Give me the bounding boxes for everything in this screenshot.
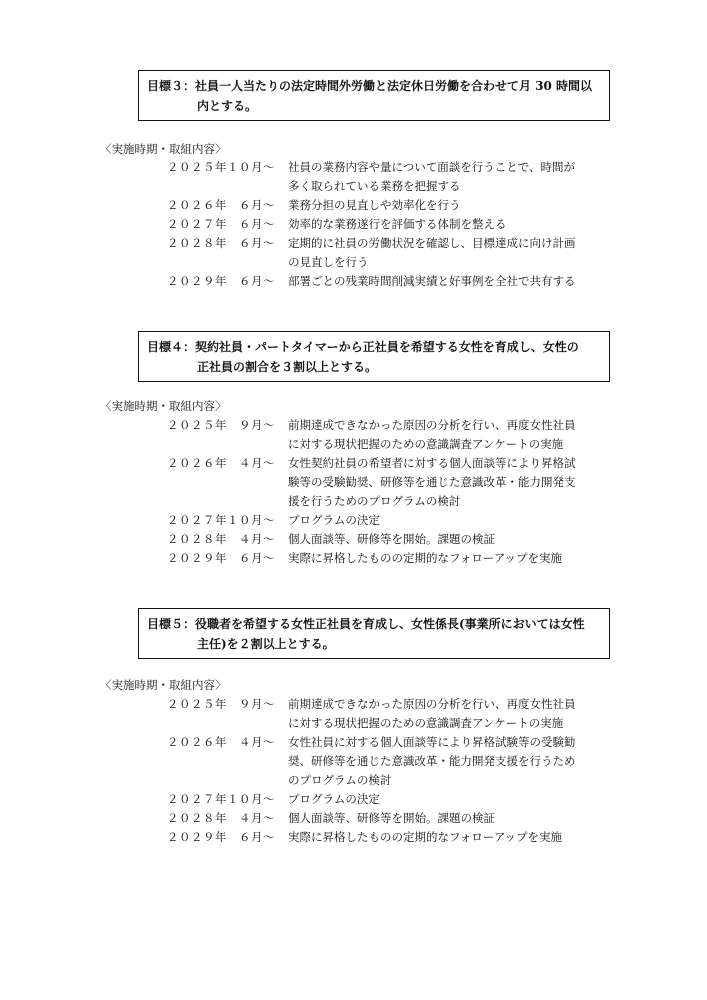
schedule-date: ２０２８年 ４月～ [167, 532, 275, 546]
goal-3-title-line2: 内とする。 [197, 99, 258, 113]
schedule-row [0, 828, 707, 847]
schedule-content: 定期的に社員の労働状況を確認し、目標達成に向け計画 [288, 236, 576, 250]
schedule-content: プログラムの決定 [288, 513, 380, 527]
schedule-row [0, 215, 707, 234]
goal-3-title-line1: 目標３：社員一人当たりの法定時間外労働と法定休日労働を合わせて月 30 時間以 [147, 79, 593, 93]
schedule-row [0, 454, 707, 473]
schedule-date: ２０２７年１０月～ [167, 792, 275, 806]
schedule-content: 業務分担の見直しや効率化を行う [288, 198, 461, 212]
schedule-row-continuation [0, 177, 707, 196]
schedule-content: 個人面談等、研修等を開始。課題の検証 [288, 532, 495, 546]
schedule-date: ２０２５年１０月～ [167, 160, 275, 174]
goal-3-section-label: 〈実施時期・取組内容〉 [100, 142, 227, 156]
schedule-row [0, 416, 707, 435]
schedule-content: の見直しを行う [288, 255, 369, 269]
goal-5-box [138, 608, 610, 659]
schedule-content: に対する現状把握のための意識調査アンケートの実施 [288, 716, 564, 730]
schedule-content: 女性契約社員の希望者に対する個人面談等により昇格試 [288, 456, 576, 470]
schedule-content: 奨、研修等を通じた意識改革・能力開発支援を行うため [288, 754, 576, 768]
schedule-content: 多く取られている業務を把握する [288, 179, 461, 193]
schedule-content: 援を行うためのプログラムの検討 [288, 494, 461, 508]
schedule-date: ２０２６年 ６月～ [167, 198, 275, 212]
schedule-row [0, 695, 707, 714]
schedule-date: ２０２８年 ４月～ [167, 811, 275, 825]
goal-5-title-line1: 目標５：役職者を希望する女性正社員を育成し、女性係長(事業所においては女性 [147, 617, 585, 631]
schedule-date: ２０２７年 ６月～ [167, 217, 275, 231]
goal-5-section-label: 〈実施時期・取組内容〉 [100, 678, 227, 692]
schedule-content: 個人面談等、研修等を開始。課題の検証 [288, 811, 495, 825]
schedule-date: ２０２５年 ９月～ [167, 697, 275, 711]
schedule-date: ２０２７年１０月～ [167, 513, 275, 527]
schedule-content: 前期達成できなかった原因の分析を行い、再度女性社員 [288, 418, 576, 432]
schedule-date: ２０２９年 ６月～ [167, 274, 275, 288]
goal-3-box [138, 70, 610, 121]
schedule-row-continuation [0, 752, 707, 771]
goal-4-box [138, 331, 610, 382]
schedule-content: のプログラムの検討 [288, 773, 392, 787]
schedule-content: 前期達成できなかった原因の分析を行い、再度女性社員 [288, 697, 576, 711]
schedule-content: 女性社員に対する個人面談等により昇格試験等の受験勧 [288, 735, 576, 749]
goal-5-title-line2: 主任)を２割以上とする。 [197, 637, 335, 651]
schedule-content: 効率的な業務遂行を評価する体制を整える [288, 217, 507, 231]
schedule-row [0, 196, 707, 215]
schedule-row [0, 809, 707, 828]
schedule-date: ２０２８年 ６月～ [167, 236, 275, 250]
schedule-row [0, 158, 707, 177]
schedule-row-continuation [0, 435, 707, 454]
schedule-date: ２０２５年 ９月～ [167, 418, 275, 432]
schedule-date: ２０２９年 ６月～ [167, 830, 275, 844]
goal-4-schedule [0, 416, 707, 568]
goal-5-schedule [0, 695, 707, 847]
schedule-row [0, 733, 707, 752]
schedule-row [0, 549, 707, 568]
schedule-content: プログラムの決定 [288, 792, 380, 806]
schedule-content: 験等の受験勧奨、研修等を通じた意識改革・能力開発支 [288, 475, 576, 489]
goal-3-schedule [0, 158, 707, 291]
schedule-content: 実際に昇格したものの定期的なフォローアップを実施 [288, 551, 563, 565]
schedule-date: ２０２６年 ４月～ [167, 735, 275, 749]
schedule-row [0, 790, 707, 809]
schedule-row [0, 530, 707, 549]
schedule-content: に対する現状把握のための意識調査アンケートの実施 [288, 437, 564, 451]
schedule-content: 実際に昇格したものの定期的なフォローアップを実施 [288, 830, 563, 844]
schedule-content: 部署ごとの残業時間削減実績と好事例を全社で共有する [288, 274, 576, 288]
schedule-content: 社員の業務内容や量について面談を行うことで、時間が [288, 160, 576, 174]
goal-4-section-label: 〈実施時期・取組内容〉 [100, 399, 227, 413]
schedule-row-continuation [0, 714, 707, 733]
schedule-date: ２０２９年 ６月～ [167, 551, 275, 565]
goal-4-title-line2: 正社員の割合を３割以上とする。 [197, 360, 378, 374]
schedule-row-continuation [0, 253, 707, 272]
schedule-row-continuation [0, 492, 707, 511]
schedule-row-continuation [0, 771, 707, 790]
schedule-row-continuation [0, 473, 707, 492]
schedule-row [0, 511, 707, 530]
schedule-row [0, 234, 707, 253]
schedule-date: ２０２６年 ４月～ [167, 456, 275, 470]
goal-4-title-line1: 目標４：契約社員・パートタイマーから正社員を希望する女性を育成し、女性の [147, 340, 579, 354]
schedule-row [0, 272, 707, 291]
